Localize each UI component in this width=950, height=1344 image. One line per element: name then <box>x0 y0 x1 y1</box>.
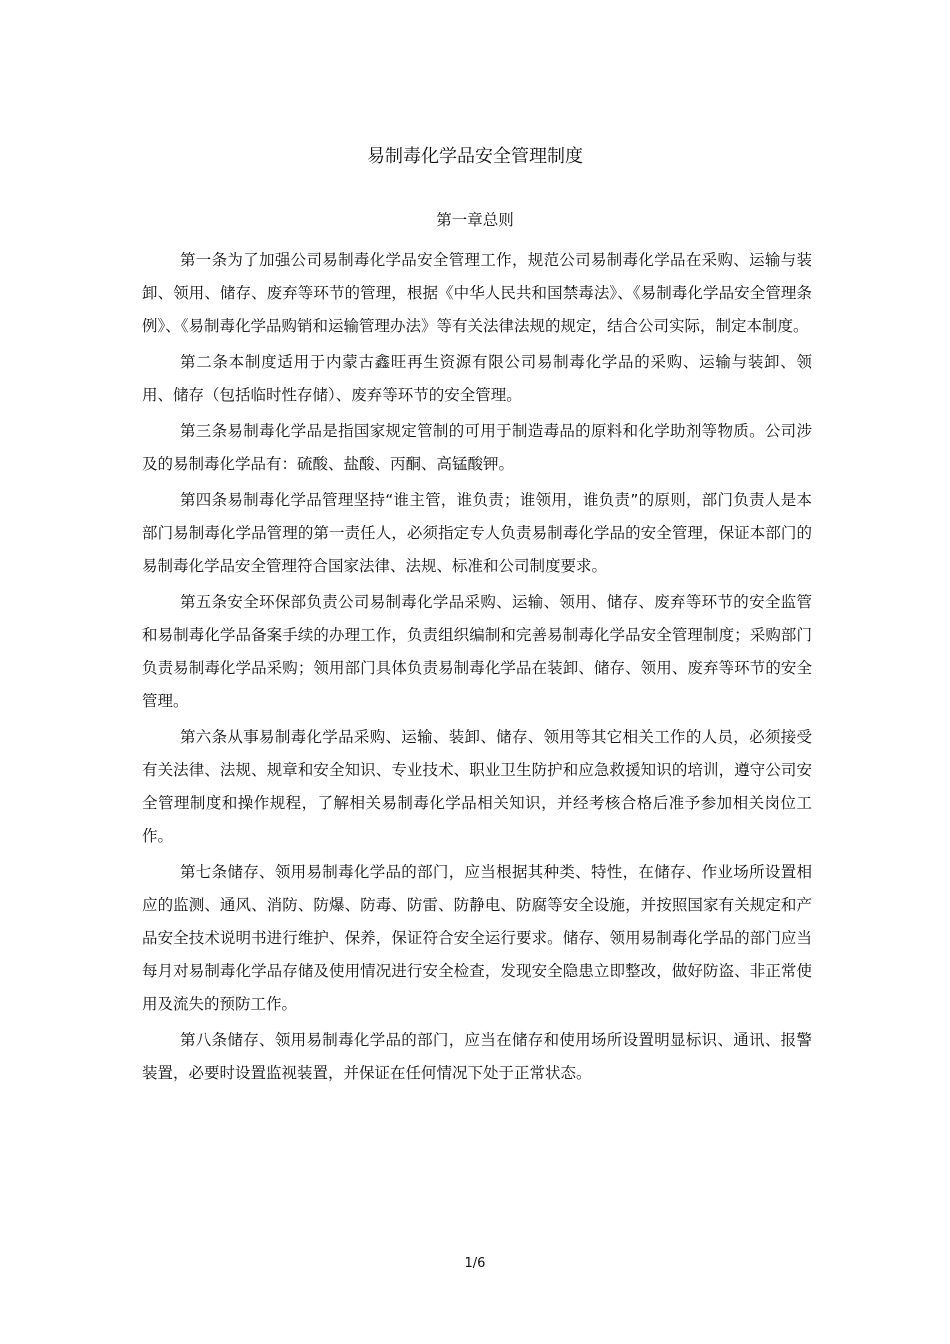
article-8: 第八条储存、领用易制毒化学品的部门，应当在储存和使用场所设置明显标识、通讯、报警装置，必要时设置监视装置，并保证在任何情况下处于正常状态。 <box>142 1031 812 1082</box>
document-body <box>142 244 812 1093</box>
document-title: 易制毒化学品安全管理制度 <box>367 146 583 167</box>
article-5: 第五条安全环保部负责公司易制毒化学品采购、运输、领用、储存、废弃等环节的安全监管和易制毒化学品备案手续的办理工作，负责组织编制和完善易制毒化学品安全管理制度；采购部门负责易制毒化学品采购；领用部门具体负责易制毒化学品在装卸、储存、领用、废弃等环节的安全管理。 <box>142 593 812 710</box>
article-3: 第三条易制毒化学品是指国家规定管制的可用于制造毒品的原料和化学助剂等物质。公司涉及的易制毒化学品有：硫酸、盐酸、丙酮、高锰酸钾。 <box>142 422 812 473</box>
chapter-heading: 第一章总则 <box>436 211 514 229</box>
article-4: 第四条易制毒化学品管理坚持“谁主管，谁负责；谁领用，谁负责”的原则，部门负责人是本部门易制毒化学品管理的第一责任人，必须指定专人负责易制毒化学品的安全管理，保证本部门的易制毒化学品安全管理符合国家法律、法规、标准和公司制度要求。 <box>142 491 812 575</box>
page-number: 1/6 <box>464 1256 486 1271</box>
article-6: 第六条从事易制毒化学品采购、运输、装卸、储存、领用等其它相关工作的人员，必须接受有关法律、法规、规章和安全知识、专业技术、职业卫生防护和应急救援知识的培训，遵守公司安全管理制度和操作规程，了解相关易制毒化学品相关知识，并经考核合格后准予参加相关岗位工作。 <box>142 728 812 845</box>
article-2: 第二条本制度适用于内蒙古鑫旺再生资源有限公司易制毒化学品的采购、运输与装卸、领用、储存（包括临时性存储）、废弃等环节的安全管理。 <box>142 353 812 404</box>
article-7: 第七条储存、领用易制毒化学品的部门，应当根据其种类、特性，在储存、作业场所设置相应的监测、通风、消防、防爆、防毒、防雷、防静电、防腐等安全设施，并按照国家有关规定和产品安全技术说明书进行维护、保养，保证符合安全运行要求。储存、领用易制毒化学品的部门应当每月对易制毒化学品存储及使用情况进行安全检查，发现安全隐患立即整改，做好防盗、非正常使用及流失的预防工作。 <box>142 863 812 1013</box>
article-1: 第一条为了加强公司易制毒化学品安全管理工作，规范公司易制毒化学品在采购、运输与装卸、领用、储存、废弃等环节的管理，根据《中华人民共和国禁毒法》、《易制毒化学品安全管理条例》、《易制毒化学品购销和运输管理办法》等有关法律法规的规定，结合公司实际，制定本制度。 <box>142 251 812 335</box>
